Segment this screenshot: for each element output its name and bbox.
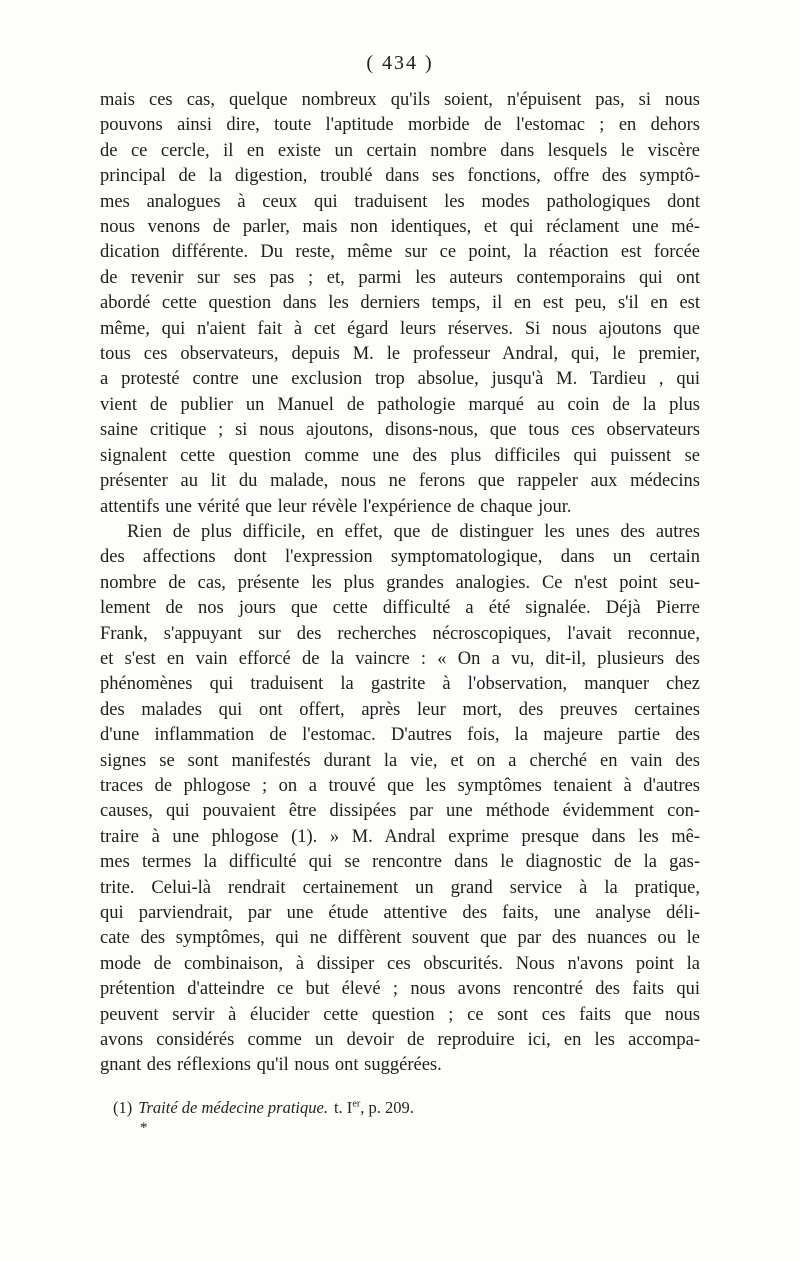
text-line: d'une inflammation de l'estomac. D'autres fois, la majeure partie des bbox=[100, 725, 700, 746]
text-line: mais ces cas, quelque nombreux qu'ils soient, n'épuisent pas, si nous bbox=[100, 90, 700, 110]
text-line: cate des symptômes, qui ne diffèrent souvent que par des nuances ou le bbox=[100, 928, 700, 949]
text-line: traire à une phlogose (1). » M. Andral exprime presque dans les mê- bbox=[100, 826, 700, 847]
paragraph bbox=[100, 88, 700, 520]
text-line: principal de la digestion, troublé dans ses fonctions, offre des symptô- bbox=[100, 166, 700, 187]
text-line: pouvons ainsi dire, toute l'aptitude morbide de l'estomac ; en dehors bbox=[100, 115, 700, 136]
text-line: peuvent servir à élucider cette question ; ce sont ces faits que nous bbox=[100, 1004, 700, 1025]
paragraph bbox=[100, 520, 700, 1079]
footnote-page-ref: , p. 209. bbox=[360, 1097, 414, 1117]
page-number: ( 434 ) bbox=[366, 52, 434, 74]
text-line: nombre de cas, présente les plus grandes analogies. Ce n'est point seu- bbox=[100, 572, 700, 593]
text-line: Rien de plus difficile, en effet, que de distinguer les unes des autres bbox=[127, 521, 700, 542]
text-line: même, qui n'aient fait à cet égard leurs réserves. Si nous ajoutons que bbox=[100, 318, 700, 339]
text-line: mes analogues à ceux qui traduisent les modes pathologiques dont bbox=[100, 191, 700, 212]
footnote-marker: (1) bbox=[113, 1097, 133, 1117]
text-line: présenter au lit du malade, nous ne ferons que rappeler aux médecins bbox=[100, 471, 700, 492]
text-line: avons considérés comme un devoir de reproduire ici, en les accompa- bbox=[100, 1030, 700, 1051]
text-line: abordé cette question dans les derniers temps, il en est peu, s'il en est bbox=[100, 293, 700, 314]
text-line: vient de publier un Manuel de pathologie marqué au coin de la plus bbox=[100, 394, 700, 415]
text-line: des malades qui ont offert, après leur mort, des preuves certaines bbox=[100, 699, 700, 720]
text-line: tous ces observateurs, depuis M. le professeur Andral, qui, le premier, bbox=[100, 344, 700, 365]
text-line: de revenir sur ses pas ; et, parmi les auteurs contemporains qui ont bbox=[100, 267, 700, 288]
text-line: signes se sont manifestés durant la vie, et on a cherché en vain des bbox=[100, 750, 700, 771]
text-line: des affections dont l'expression symptomatologique, dans un certain bbox=[100, 547, 700, 568]
text-line: dication différente. Du reste, même sur ce point, la réaction est forcée bbox=[100, 242, 700, 263]
footnote-title: Traité de médecine pratique. bbox=[138, 1097, 328, 1117]
text-line: trite. Celui-là rendrait certainement un grand service à la pratique, bbox=[100, 877, 700, 898]
footnote bbox=[100, 1097, 700, 1119]
text-line: a protesté contre une exclusion trop absolue, jusqu'à M. Tardieu , qui bbox=[100, 369, 700, 390]
text-line: saine critique ; si nous ajoutons, disons-nous, que tous ces observateurs bbox=[100, 420, 700, 441]
text-line: nous venons de parler, mais non identiques, et qui réclament une mé- bbox=[100, 217, 700, 238]
text-block bbox=[100, 88, 700, 1137]
footnote-volume-ordinal: er bbox=[352, 1098, 361, 1110]
text-line: phénomènes qui traduisent la gastrite à l'observation, manquer chez bbox=[100, 674, 700, 695]
signature-mark: * bbox=[140, 1119, 148, 1136]
text-line: traces de phlogose ; on a trouvé que les symptômes tenaient à d'autres bbox=[100, 775, 700, 796]
text-line: Frank, s'appuyant sur des recherches nécroscopiques, l'avait reconnue, bbox=[100, 623, 700, 644]
text-line: de ce cercle, il en existe un certain nombre dans lesquels le viscère bbox=[100, 140, 700, 161]
text-line: lement de nos jours que cette difficulté a été signalée. Déjà Pierre bbox=[100, 598, 700, 619]
text-line: et s'est en vain efforcé de la vaincre : « On a vu, dit-il, plusieurs des bbox=[100, 648, 700, 669]
text-line: causes, qui pouvaient être dissipées par une méthode évidemment con- bbox=[100, 801, 700, 822]
text-line: gnant des réflexions qu'il nous ont suggérées. bbox=[100, 1055, 442, 1076]
text-line: attentifs une vérité que leur révèle l'expérience de chaque jour. bbox=[100, 496, 572, 517]
footnote-volume: t. I bbox=[333, 1097, 353, 1117]
text-line: qui parviendrait, par une étude attentive des faits, une analyse déli- bbox=[100, 903, 700, 923]
text-line: prétention d'atteindre ce but élevé ; nous avons rencontré des faits qui bbox=[100, 979, 700, 1000]
text-line: signalent cette question comme une des plus difficiles qui puissent se bbox=[100, 445, 700, 466]
text-line: mes termes la difficulté qui se rencontre dans le diagnostic de la gas- bbox=[100, 852, 700, 873]
text-line: mode de combinaison, à dissiper ces obscurités. Nous n'avons point la bbox=[100, 953, 700, 974]
